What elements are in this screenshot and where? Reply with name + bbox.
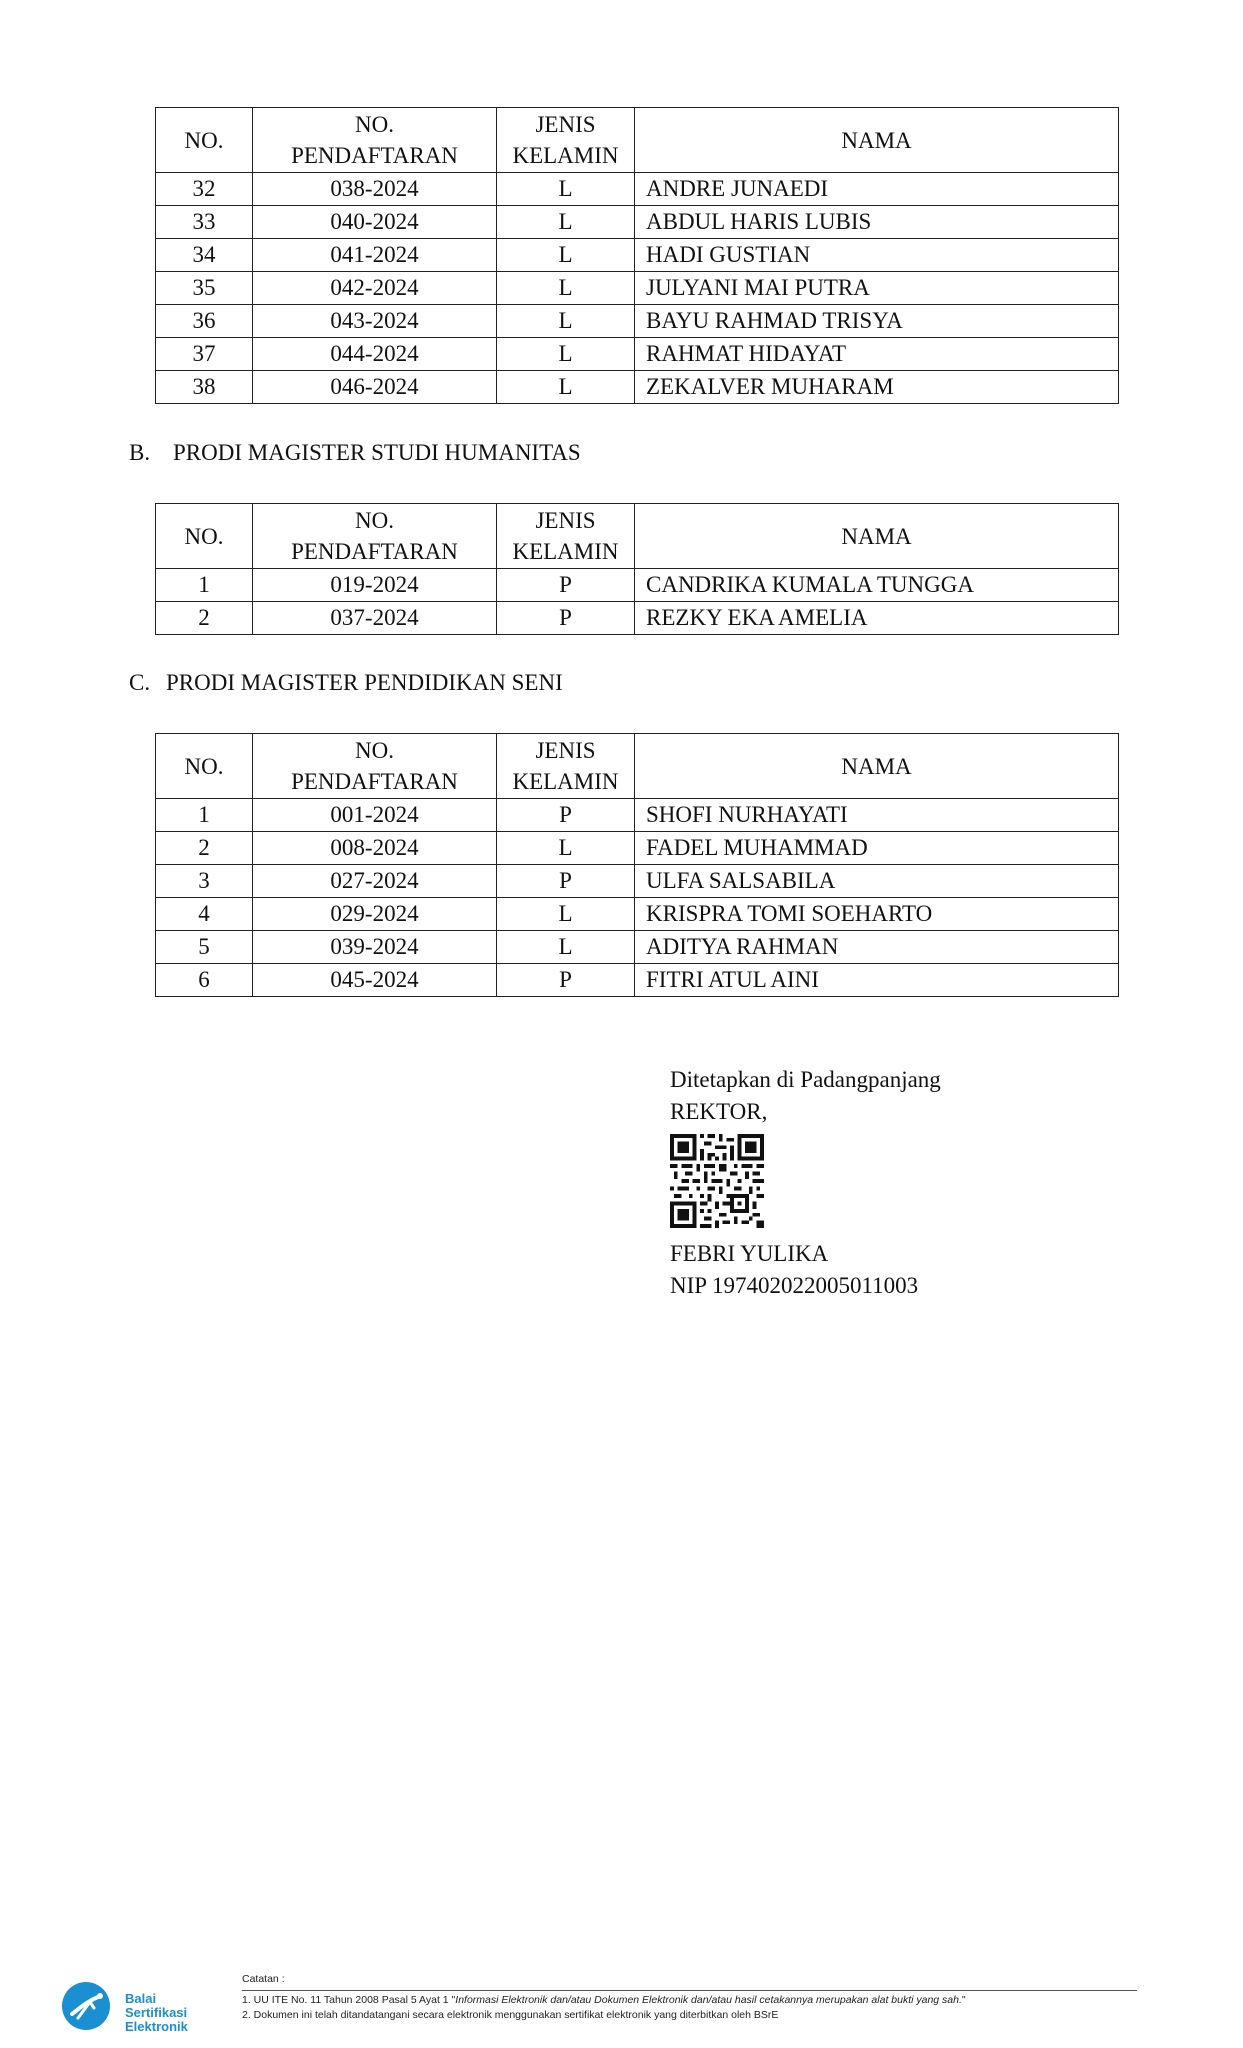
cell-name: JULYANI MAI PUTRA [635,272,1119,305]
table-row [156,799,1119,832]
cell-no: 3 [156,865,253,898]
table-row [156,173,1119,206]
cell-registration: 001-2024 [253,799,497,832]
cell-registration: 043-2024 [253,305,497,338]
footer-notes [242,1972,1137,2023]
header-name: NAMA [635,108,1119,173]
table-row [156,602,1119,635]
cell-name: FADEL MUHAMMAD [635,832,1119,865]
cell-gender: L [497,206,635,239]
table-row [156,832,1119,865]
bsre-line-2: Sertifikasi [125,2005,188,2020]
cell-gender: P [497,964,635,997]
cell-no: 2 [156,602,253,635]
signatory-name: FEBRI YULIKA [670,1241,829,1266]
cell-registration: 044-2024 [253,338,497,371]
cell-gender: L [497,931,635,964]
cell-no: 1 [156,569,253,602]
cell-no: 6 [156,964,253,997]
table-header-row [156,504,1119,569]
cell-no: 37 [156,338,253,371]
table-section-c [155,733,1119,997]
table-section-b [155,503,1119,635]
table-row [156,305,1119,338]
header-gender: JENIS KELAMIN [497,504,635,569]
cell-registration: 027-2024 [253,865,497,898]
cell-registration: 040-2024 [253,206,497,239]
cell-gender: L [497,832,635,865]
cell-registration: 019-2024 [253,569,497,602]
header-registration: NO. PENDAFTARAN [253,504,497,569]
qr-code-icon [670,1134,764,1228]
table-row [156,338,1119,371]
cell-no: 5 [156,931,253,964]
section-c-letter: C. [129,670,151,695]
table-row [156,964,1119,997]
table-row [156,371,1119,404]
cell-no: 38 [156,371,253,404]
header-name: NAMA [635,504,1119,569]
cell-no: 35 [156,272,253,305]
cell-name: ADITYA RAHMAN [635,931,1119,964]
bsre-emblem-icon [60,1978,116,2034]
cell-name: ANDRE JUNAEDI [635,173,1119,206]
cell-no: 36 [156,305,253,338]
header-registration: NO. PENDAFTARAN [253,108,497,173]
header-name: NAMA [635,734,1119,799]
footer-note-1: 1. UU ITE No. 11 Tahun 2008 Pasal 5 Ayat 1 "Informasi Elektronik dan/atau Dokumen Elektronik dan/atau hasil cetakannya merupakan alat bukti yang sah." [242,1994,966,2006]
signature-role: REKTOR, [670,1099,768,1124]
table-row [156,569,1119,602]
cell-name: CANDRIKA KUMALA TUNGGA [635,569,1119,602]
footer-catatan-label: Catatan : [242,1972,1137,1991]
table-section-a [155,107,1119,404]
cell-registration: 041-2024 [253,239,497,272]
cell-no: 34 [156,239,253,272]
table-row [156,206,1119,239]
cell-registration: 029-2024 [253,898,497,931]
cell-name: SHOFI NURHAYATI [635,799,1119,832]
header-registration: NO. PENDAFTARAN [253,734,497,799]
cell-registration: 038-2024 [253,173,497,206]
cell-name: HADI GUSTIAN [635,239,1119,272]
signature-place: Ditetapkan di Padangpanjang [670,1067,941,1092]
cell-name: FITRI ATUL AINI [635,964,1119,997]
bsre-logo [60,1974,230,2034]
table-row [156,239,1119,272]
table-header-row [156,108,1119,173]
bsre-line-3: Elektronik [125,2019,188,2034]
cell-registration: 037-2024 [253,602,497,635]
cell-gender: P [497,602,635,635]
cell-registration: 046-2024 [253,371,497,404]
header-no: NO. [156,504,253,569]
cell-gender: P [497,799,635,832]
cell-name: ABDUL HARIS LUBIS [635,206,1119,239]
table-row [156,898,1119,931]
header-no: NO. [156,734,253,799]
cell-gender: L [497,898,635,931]
cell-name: ULFA SALSABILA [635,865,1119,898]
table-row [156,865,1119,898]
cell-registration: 045-2024 [253,964,497,997]
cell-name: KRISPRA TOMI SOEHARTO [635,898,1119,931]
cell-no: 32 [156,173,253,206]
section-b-heading [129,438,581,468]
section-b-letter: B. [129,440,151,465]
table-row [156,931,1119,964]
cell-registration: 008-2024 [253,832,497,865]
section-c-heading [129,668,563,698]
cell-registration: 042-2024 [253,272,497,305]
cell-no: 2 [156,832,253,865]
document-footer [60,1964,1140,2034]
section-b-title: PRODI MAGISTER STUDI HUMANITAS [173,440,581,465]
table-header-row [156,734,1119,799]
cell-gender: P [497,569,635,602]
cell-name: ZEKALVER MUHARAM [635,371,1119,404]
cell-name: RAHMAT HIDAYAT [635,338,1119,371]
signatory-nip: NIP 197402022005011003 [670,1273,919,1298]
cell-gender: L [497,173,635,206]
bsre-line-1: Balai [125,1991,157,2006]
cell-gender: L [497,272,635,305]
cell-no: 33 [156,206,253,239]
cell-gender: L [497,305,635,338]
header-gender: JENIS KELAMIN [497,734,635,799]
cell-no: 1 [156,799,253,832]
cell-registration: 039-2024 [253,931,497,964]
table-row [156,272,1119,305]
cell-no: 4 [156,898,253,931]
cell-gender: L [497,239,635,272]
header-no: NO. [156,108,253,173]
bsre-wordmark [125,1992,188,2034]
cell-gender: P [497,865,635,898]
header-gender: JENIS KELAMIN [497,108,635,173]
section-c-title: PRODI MAGISTER PENDIDIKAN SENI [166,670,563,695]
footer-note-2: 2. Dokumen ini telah ditandatangani secara elektronik menggunakan sertifikat elektronik yang diterbitkan oleh BSrE [242,2009,779,2021]
signature-block [670,1064,941,1302]
cell-name: BAYU RAHMAD TRISYA [635,305,1119,338]
cell-gender: L [497,338,635,371]
cell-gender: L [497,371,635,404]
cell-name: REZKY EKA AMELIA [635,602,1119,635]
